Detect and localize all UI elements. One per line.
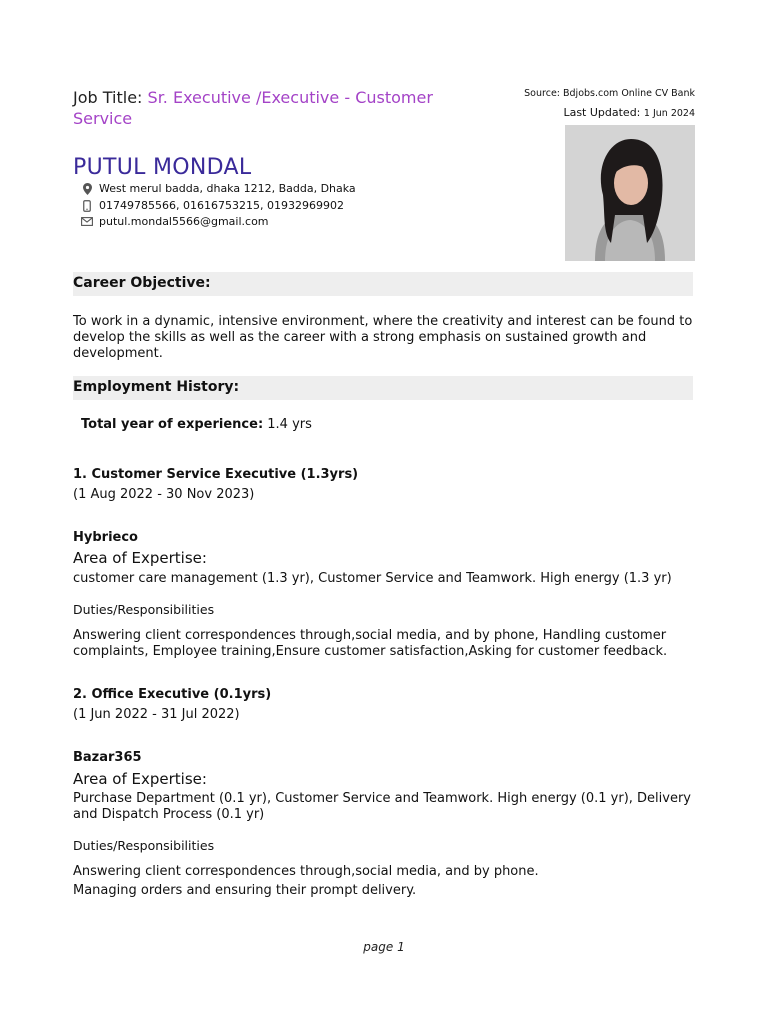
mobile-phone-icon <box>80 200 94 212</box>
job-1-expertise-label: Area of Expertise: <box>73 549 207 567</box>
job-2-title: 2. Office Executive (0.1yrs) <box>73 687 272 702</box>
job-2-duties-line-2: Managing orders and ensuring their prompt delivery. <box>73 883 417 898</box>
address-text: West merul badda, dhaka 1212, Badda, Dhaka <box>99 182 356 195</box>
career-objective-heading: Career Objective: <box>73 272 693 296</box>
total-experience-value: 1.4 yrs <box>267 417 312 432</box>
job-2-expertise-label: Area of Expertise: <box>73 770 207 788</box>
job-2-duties-line-1: Answering client correspondences through,social media, and by phone. <box>73 864 539 879</box>
job-title-value: Sr. Executive /Executive - Customer Service <box>73 88 433 128</box>
job-1-duties: Answering client correspondences through,social media, and by phone, Handling customer complaints, Employee training,Ensure customer satisfaction,Asking for customer feedback. <box>73 628 668 659</box>
job-2-duties-label: Duties/Responsibilities <box>73 838 215 853</box>
phone-text: 01749785566, 01616753215, 01932969902 <box>99 199 344 212</box>
location-pin-icon <box>80 183 94 195</box>
profile-photo-illustration <box>565 125 695 261</box>
job-2-expertise: Purchase Department (0.1 yr), Customer Service and Teamwork. High energy (0.1 yr), Delivery and Dispatch Process (0.1 yr) <box>73 791 692 822</box>
job-1-duties-label: Duties/Responsibilities <box>73 602 215 617</box>
last-updated-value: 1 Jun 2024 <box>643 108 695 119</box>
contact-address <box>80 182 356 195</box>
page-number: page 1 <box>363 940 405 954</box>
job-1-expertise: customer care management (1.3 yr), Customer Service and Teamwork. High energy (1.3 yr) <box>73 571 672 586</box>
career-objective-text: To work in a dynamic, intensive environment, where the creativity and interest can be found to develop the skills as well as the career with a strong emphasis on sustained growth and development. <box>73 314 693 361</box>
job-1-title: 1. Customer Service Executive (1.3yrs) <box>73 467 359 482</box>
total-experience <box>81 417 701 433</box>
source-text: Source: Bdjobs.com Online CV Bank <box>524 88 695 99</box>
job-title-label: Job Title: <box>73 88 143 107</box>
job-2-company: Bazar365 <box>73 750 142 765</box>
total-experience-label: Total year of experience: <box>81 417 264 432</box>
job-1-dates: (1 Aug 2022 - 30 Nov 2023) <box>73 487 255 502</box>
employment-history-heading: Employment History: <box>73 376 693 400</box>
contact-phone <box>80 199 344 212</box>
email-text[interactable]: putul.mondal5566@gmail.com <box>99 215 269 228</box>
last-updated-label: Last Updated: <box>563 106 641 119</box>
last-updated <box>563 106 695 119</box>
candidate-name: PUTUL MONDAL <box>73 155 252 180</box>
profile-photo <box>565 125 695 261</box>
job-1-company: Hybrieco <box>73 530 138 545</box>
envelope-icon <box>80 217 94 226</box>
contact-email <box>80 215 269 228</box>
job-title <box>73 87 473 129</box>
job-2-dates: (1 Jun 2022 - 31 Jul 2022) <box>73 707 240 722</box>
